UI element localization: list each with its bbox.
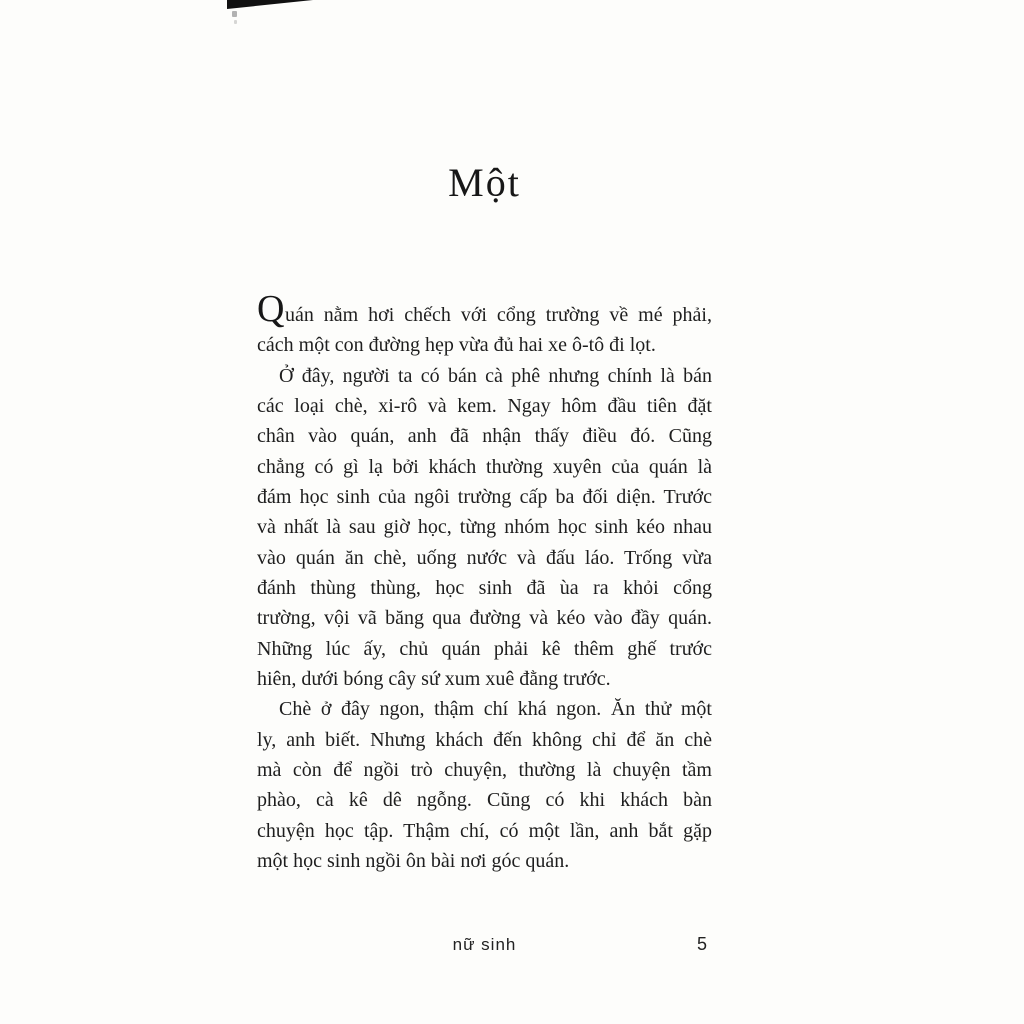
text-line: chân vào quán, anh đã nhận thấy điều đó. Cũng [257, 425, 712, 448]
text-block [257, 288, 712, 876]
text-line: các loại chè, xi-rô và kem. Ngay hôm đầu tiên đặt [257, 394, 712, 417]
scan-artifact-triangle [225, 0, 315, 10]
paragraph [257, 694, 712, 876]
scan-speck [234, 20, 237, 24]
text-line: trường, vội vã băng qua đường và kéo vào đầy quán. [257, 607, 712, 630]
text-line: hiên, dưới bóng cây sứ xum xuê đằng trước. [257, 667, 611, 690]
text-line: Chè ở đây ngon, thậm chí khá ngon. Ăn thử một [279, 698, 712, 721]
text-line: một học sinh ngồi ôn bài nơi góc quán. [257, 849, 570, 872]
text-line: đám học sinh của ngôi trường cấp ba đối diện. Trước [257, 485, 712, 508]
paragraph [257, 361, 712, 695]
text-line: chuyện học tập. Thậm chí, có một lần, anh bắt gặp [257, 819, 712, 842]
paragraph-initial-capital: Q [257, 288, 285, 330]
text-line: cách một con đường hẹp vừa đủ hai xe ô-tô đi lọt. [257, 334, 656, 357]
text-line: và nhất là sau giờ học, từng nhóm học sinh kéo nhau [257, 516, 712, 539]
text-line: đánh thùng thùng, học sinh đã ùa ra khỏi cổng [257, 576, 712, 599]
page-number: 5 [696, 934, 707, 954]
paragraph [257, 288, 712, 361]
text-line: Quán nằm hơi chếch với cổng trường về mé phải, [257, 288, 712, 330]
text-line: ly, anh biết. Nhưng khách đến không chỉ để ăn chè [257, 728, 712, 751]
text-line: Những lúc ấy, chủ quán phải kê thêm ghế trước [257, 637, 712, 660]
page-footer [257, 935, 712, 955]
scan-speck [232, 11, 237, 17]
text-line: phào, cà kê dê ngỗng. Cũng có khi khách bàn [257, 789, 712, 812]
text-line: vào quán ăn chè, uống nước và đấu láo. Trống vừa [257, 546, 712, 569]
chapter-title: Một [448, 160, 521, 205]
text-line: mà còn để ngồi trò chuyện, thường là chuyện tầm [257, 758, 712, 781]
text-line: Ở đây, người ta có bán cà phê nhưng chính là bán [279, 364, 712, 387]
text-line: chẳng có gì lạ bởi khách thường xuyên của quán là [257, 455, 712, 478]
running-title: nữ sinh [452, 935, 517, 954]
